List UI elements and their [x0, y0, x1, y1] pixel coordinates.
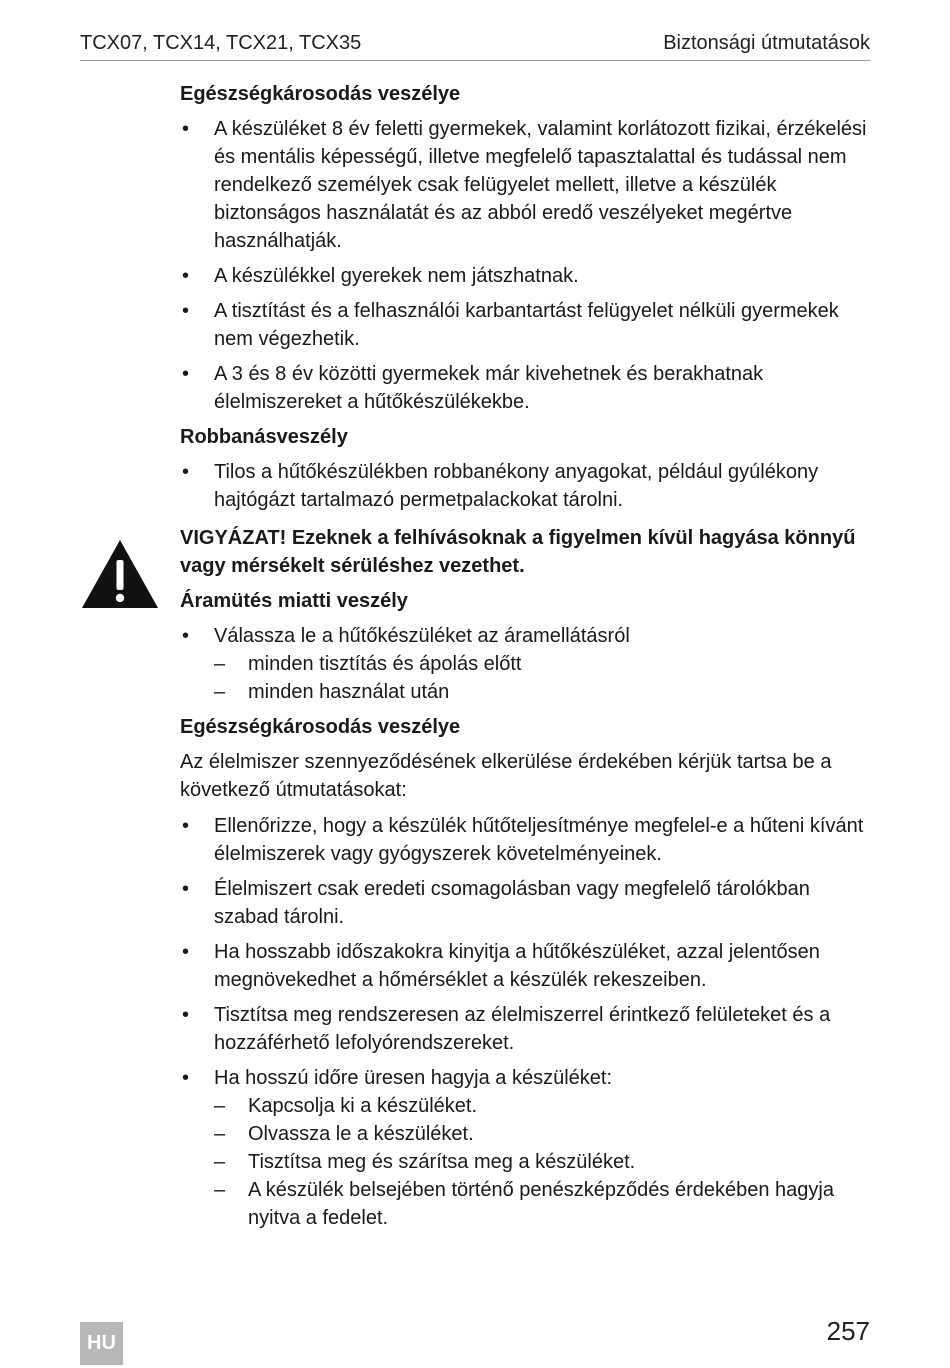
list-item: • A 3 és 8 év közötti gyermekek már kivehetnek és berakhatnak élelmiszereket a hűtőkészülékekbe. [180, 360, 872, 416]
bullet-list-health-risk [180, 115, 872, 416]
list-item: • Ellenőrizze, hogy a készülék hűtőteljesítménye megfelel-e a hűteni kívánt élelmiszerek vagy gyógyszerek követelményeinek. [180, 812, 872, 868]
list-item: • Tilos a hűtőkészülékben robbanékony anyagokat, például gyúlékony hajtógázt tartalmazó permetpalackokat tárolni. [180, 458, 872, 514]
page-header [80, 30, 870, 61]
list-item: • Ha hosszabb időszakokra kinyitja a hűtőkészüléket, azzal jelentősen megnövekedhet a hőmérséklet a készülék rekeszeiben. [180, 938, 872, 994]
caution-notice: VIGYÁZAT! Ezeknek a felhívásoknak a figyelmen kívül hagyása könnyű vagy mérsékelt sérüléshez vezethet. [180, 527, 856, 577]
list-item: • A készüléket 8 év feletti gyermekek, valamint korlátozott fizikai, érzékelési és mentális képességű, illetve megfelelő tapasztalattal és tudással nem rendelkező személyek csak felügyelet mellett, illetve a készülék biztonságos használatát és az abból eredő veszélyeket megértve használhatják. [180, 115, 872, 255]
header-model-list: TCX07, TCX14, TCX21, TCX35 [80, 32, 362, 54]
list-item: • Tisztítsa meg rendszeresen az élelmiszerrel érintkező felületeket és a hozzáférhető lefolyórendszereket. [180, 1001, 872, 1057]
dash-item: – minden használat után [214, 678, 872, 706]
dash-item: – minden tisztítás és ápolás előtt [214, 650, 872, 678]
section-heading-explosion-risk: Robbanásveszély [180, 426, 348, 448]
list-item-text: Válassza le a hűtőkészüléket az áramellátásról [214, 625, 630, 647]
list-item-text: Ha hosszú időre üresen hagyja a készüléket: [214, 1067, 613, 1089]
section-heading-electric-shock: Áramütés miatti veszély [180, 590, 408, 612]
header-section-title: Biztonsági útmutatások [663, 32, 870, 54]
section-heading-food-safety: Egészségkárosodás veszélye [180, 716, 461, 738]
section-intro: Az élelmiszer szennyeződésének elkerülése érdekében kérjük tartsa be a következő útmutatásokat: [180, 751, 832, 801]
bullet-list-food-safety [180, 812, 872, 1232]
list-item: • A tisztítást és a felhasználói karbantartást felügyelet nélküli gyermekek nem végezhetik. [180, 297, 872, 353]
dash-list [214, 650, 872, 706]
main-content [180, 80, 872, 1239]
language-badge: HU [80, 1322, 123, 1365]
list-item [180, 1064, 872, 1232]
dash-item: – Olvassza le a készüléket. [214, 1120, 872, 1148]
dash-item: – A készülék belsejében történő penészképződés érdekében hagyja nyitva a fedelet. [214, 1176, 872, 1232]
section-heading-health-risk: Egészségkárosodás veszélye [180, 83, 461, 105]
bullet-list-electric-shock [180, 622, 872, 706]
list-item [180, 622, 872, 706]
dash-item: – Kapcsolja ki a készüléket. [214, 1092, 872, 1120]
page-number: 257 [826, 1316, 870, 1346]
list-item: • Élelmiszert csak eredeti csomagolásban vagy megfelelő tárolókban szabad tárolni. [180, 875, 872, 931]
warning-triangle-icon [80, 538, 160, 610]
dash-list [214, 1092, 872, 1232]
list-item: • A készülékkel gyerekek nem játszhatnak. [180, 262, 872, 290]
bullet-list-explosion-risk [180, 458, 872, 514]
dash-item: – Tisztítsa meg és szárítsa meg a készüléket. [214, 1148, 872, 1176]
